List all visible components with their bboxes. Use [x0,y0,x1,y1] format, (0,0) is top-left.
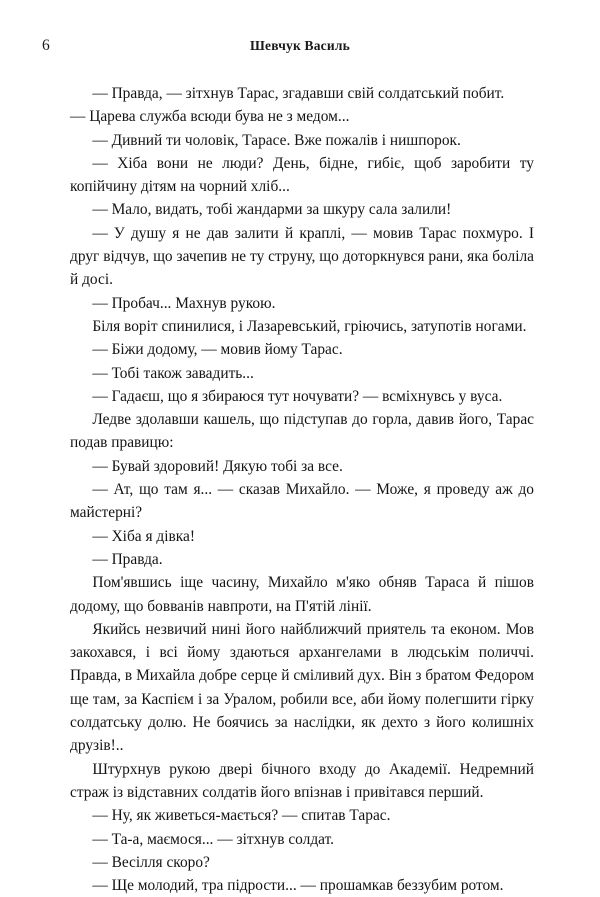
paragraph: — Ат, що там я... — сказав Михайло. — Може, я проведу аж до майстерні? [70,481,534,522]
paragraph: — У душу я не дав залити й краплі, — мовив Тарас похмуро. І друг відчув, що зачепив не ту струну, що доторкнувся рани, яка боліла й досі. [70,224,534,289]
paragraph: — Весілля скоро? [92,853,210,871]
body-text [70,82,534,897]
page-number: 6 [42,37,50,54]
paragraph: Біля воріт спинилися, і Лазаревський, гріючись, затупотів ногами. [92,317,527,335]
paragraph: — Гадаєш, що я збираюся тут ночувати? — всміхнувсь у вуса. [92,387,503,405]
paragraph: — Пробач... Махнув рукою. [92,294,276,312]
page-header [0,36,600,56]
paragraph: — Ще молодий, тра підрости... — прошамкав беззубим ротом. [92,877,504,895]
paragraph: Штурхнув рукою двері бічного входу до Академії. Недремний страж із відставних солдатів його впізнав і привітався перший. [70,760,534,801]
paragraph: — Та-а, маємося... — зітхнув солдат. [92,830,335,848]
paragraph: — Дивний ти чоловік, Тарасе. Вже пожалів і нишпорок. [92,131,461,149]
paragraph: — Біжи додому, — мовив йому Тарас. [92,341,343,359]
paragraph: Пом'явшись іще часину, Михайло м'яко обняв Тараса й пішов додому, що бовванів навпроти, на П'ятій лінії. [70,574,534,615]
paragraph: — Правда, — зітхнув Тарас, згадавши свій солдатський побит. [92,85,505,102]
paragraph: — Тобі також завадить... [92,364,254,382]
paragraph: Ледве здолавши кашель, що підступав до горла, давив його, Тарас подав правицю: [70,411,534,452]
paragraph: — Мало, видать, тобі жандарми за шкуру сала залили! [92,201,452,219]
paragraph: — Хіба вони не люди? День, бідне, гибіє, щоб заробити ту копійчину дітям на чорний хліб... [70,154,534,196]
running-title: Шевчук Василь [250,38,350,53]
paragraph: — Царева служба всюди бува не з медом... [70,108,350,126]
paragraph: — Правда. [92,550,163,568]
paragraph: Якийсь незвичий нині його найближчий приятель та економ. Мов закохався, і всі йому здаються архангелами в людськім поличчі. Правда, в Михайла добре серце й сміливий дух. Він з братом Федором ще там, за Каспієм і за Уралом, робили все, аби йому полегшити гірку солдатську долю. Не боячись за наслідки, як дехто з його колишніх друзів!.. [70,620,534,755]
paragraph: — Бувай здоровий! Дякую тобі за все. [92,457,343,475]
paragraph: — Ну, як живеться-мається? — спитав Тарас. [92,807,391,825]
paragraph: — Хіба я дівка! [92,527,195,545]
